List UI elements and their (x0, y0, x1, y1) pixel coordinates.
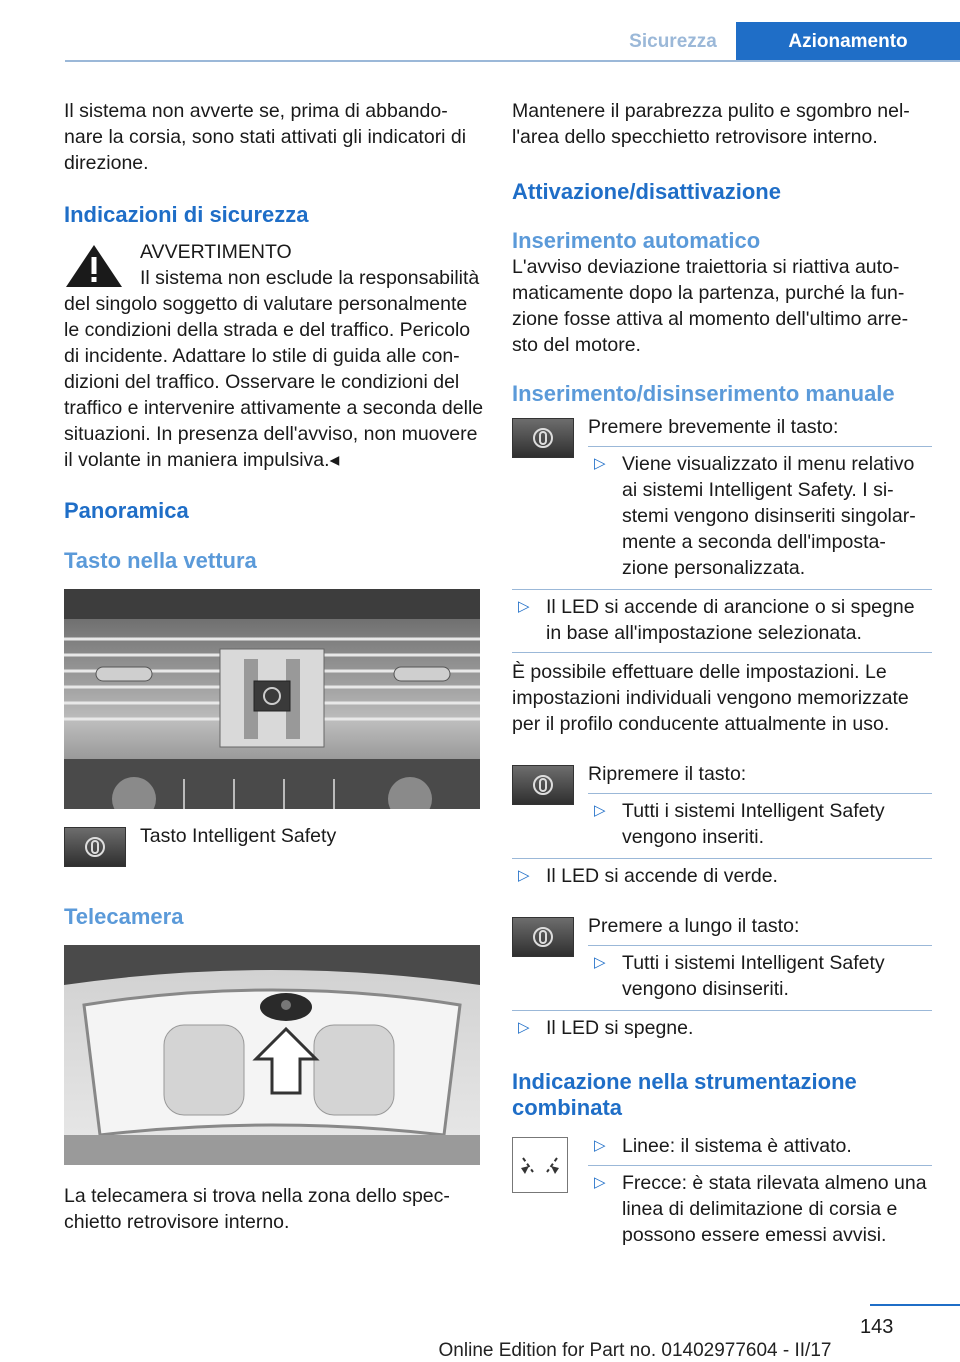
divider (512, 858, 932, 859)
key-caption-row (64, 823, 484, 867)
safety-heading: Indicazioni di sicurezza (64, 202, 309, 227)
list-item-text: Tutti i sistemi Intelligent Safety vengono inseriti. (622, 800, 885, 848)
header-rule (65, 60, 960, 62)
intelligent-safety-key-icon (512, 917, 574, 957)
bullet-triangle-icon: ▷ (594, 802, 606, 819)
step1-row (512, 414, 932, 581)
divider (512, 652, 932, 653)
footer-rule (870, 1304, 960, 1306)
bullet-triangle-icon: ▷ (518, 1019, 530, 1036)
dashboard-vent-photo (64, 589, 480, 809)
divider (512, 589, 932, 590)
warning-triangle-icon (64, 243, 124, 289)
list-item (588, 451, 932, 581)
divider (588, 945, 932, 946)
bullet-triangle-icon: ▷ (518, 867, 530, 884)
edition-text: Online Edition for Part no. 01402977604 - II/17 (438, 1340, 832, 1361)
display-heading: Indicazione nella strumentazione combinata (512, 1069, 857, 1120)
display-bullets-2 (588, 1170, 932, 1248)
camera-text: La telecamera si trova nella zona dello spec‐chietto retrovisore interno. (64, 1185, 450, 1233)
divider (588, 446, 932, 447)
bullet-triangle-icon: ▷ (594, 1174, 606, 1191)
page-number: 143 (860, 1316, 894, 1338)
list-item-text: Linee: il sistema è attivato. (622, 1135, 852, 1157)
bullet-triangle-icon: ▷ (594, 455, 606, 472)
step1-after-list (512, 594, 932, 646)
overview-heading: Panoramica (64, 498, 189, 523)
header-chapter-tab: Azionamento (736, 22, 960, 62)
settings-text: È possibile effettuare delle impostazioni. Le impostazioni individuali vengono memorizzate per il profilo conducente attualmente in uso. (512, 661, 909, 735)
list-item (512, 1015, 932, 1041)
auto-text: L'avviso deviazione traiettoria si riattiva auto‐maticamente dopo la partenza, purché la fun‐zione fosse attiva al momento dell'ultimo arre‐sto del motore. (512, 256, 909, 356)
step2-after-list (512, 863, 932, 889)
list-item-text: Il LED si accende di arancione o si spegne in base all'impostazione selezionata. (546, 596, 915, 644)
list-item-text: Viene visualizzato il menu relativo ai sistemi Intelligent Safety. I si‐stemi vengono disinseriti singolar‐mente a seconda dell'imposta‐zione personalizzata. (622, 453, 916, 579)
right-intro: Mantenere il parabrezza pulito e sgombro nel‐l'area dello specchietto retrovisore interno. (512, 100, 910, 148)
warning-title: AVVERTIMENTO (140, 241, 292, 263)
display-row (512, 1133, 932, 1248)
intelligent-safety-key-icon (512, 765, 574, 805)
windshield-camera-photo (64, 945, 480, 1165)
divider (512, 1010, 932, 1011)
key-caption: Tasto Intelligent Safety (140, 825, 337, 847)
activation-heading: Attivazione/disattivazione (512, 179, 781, 204)
list-item-text: Il LED si spegne. (546, 1017, 694, 1039)
bullet-triangle-icon: ▷ (594, 954, 606, 971)
manual-heading: Inserimento/disinserimento manuale (512, 381, 895, 406)
bullet-triangle-icon: ▷ (594, 1137, 606, 1154)
lane-display-icon (512, 1137, 568, 1193)
list-item-text: Tutti i sistemi Intelligent Safety vengono disinseriti. (622, 952, 885, 1000)
step3-row (512, 913, 932, 1002)
left-intro: Il sistema non avverte se, prima di abbando‐nare la corsia, sono stati attivati gli indicatori di direzione. (64, 100, 467, 174)
warning-block (64, 239, 484, 265)
button-heading: Tasto nella vettura (64, 548, 257, 573)
right-column (512, 98, 932, 1248)
list-item (512, 863, 932, 889)
list-item (588, 1170, 932, 1248)
bullet-triangle-icon: ▷ (518, 598, 530, 615)
list-item-text: Frecce: è stata rilevata almeno una linea di delimitazione di corsia e possono essere emessi avvisi. (622, 1172, 927, 1246)
intelligent-safety-key-icon (64, 827, 126, 867)
step3-text: Premere a lungo il tasto: (588, 915, 800, 937)
left-column (64, 98, 484, 1235)
dashboard-vent-illustration (64, 589, 480, 809)
windshield-camera-illustration (64, 945, 480, 1165)
step2-text: Ripremere il tasto: (588, 763, 747, 785)
step3-after-list (512, 1015, 932, 1041)
auto-heading: Inserimento automatico (512, 228, 761, 253)
step3-bullets (588, 950, 932, 1002)
list-item (588, 1133, 932, 1159)
step1-bullets (588, 451, 932, 581)
warning-text: Il sistema non esclude la responsabilità del singolo soggetto di valutare personalmente le condizioni della strada e del traffico. Pericolo di incidente. Adattare lo stile di guida alle con‐dizioni del traffico. Osservare le condizioni del traffico e intervenire attivamente a seconda delle situazioni. In presenza dell'avviso, non muovere il volante in maniera impulsiva.◂ (64, 267, 484, 471)
header-section-tab: Sicurezza (629, 31, 717, 52)
step2-row (512, 761, 932, 850)
list-item (588, 798, 932, 850)
intelligent-safety-key-icon (512, 418, 574, 458)
divider (588, 1165, 932, 1166)
step2-bullets (588, 798, 932, 850)
list-item (512, 594, 932, 646)
divider (588, 793, 932, 794)
camera-heading: Telecamera (64, 904, 184, 929)
step1-text: Premere brevemente il tasto: (588, 416, 839, 438)
list-item (588, 950, 932, 1002)
list-item-text: Il LED si accende di verde. (546, 865, 778, 887)
display-bullets (588, 1133, 932, 1159)
